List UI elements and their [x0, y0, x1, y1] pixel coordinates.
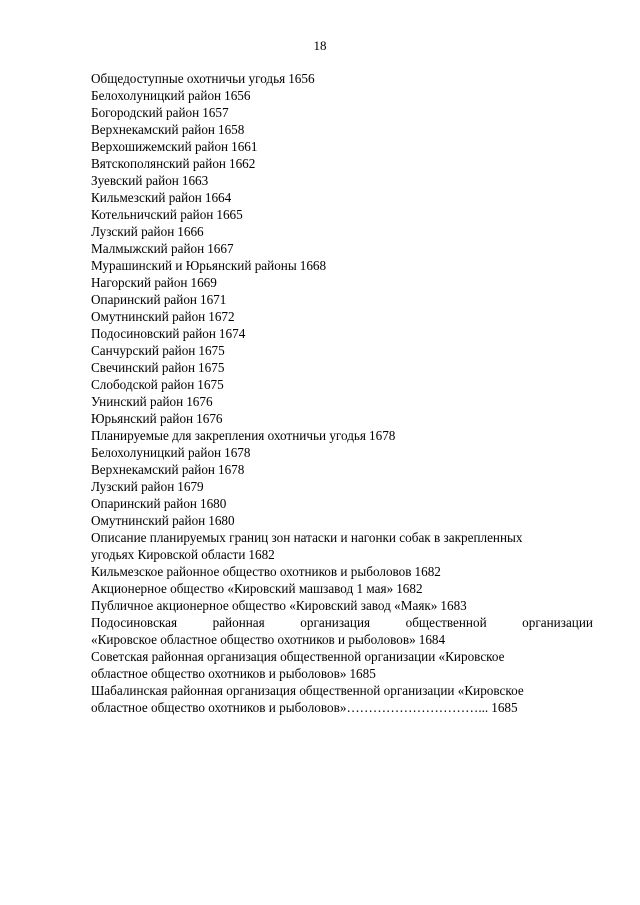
toc-entry-last-line: [91, 665, 593, 682]
toc-section-1: [91, 70, 593, 529]
toc-entry-multiline: [91, 529, 593, 563]
toc-entry-title: Унинский район: [91, 394, 184, 409]
toc-entry: [91, 104, 593, 121]
toc-entry: [91, 478, 593, 495]
toc-entry-title: Юрьянский район: [91, 411, 194, 426]
toc-entry-page: 1676: [185, 393, 593, 410]
toc-entry-title: областное общество охотников и рыболовов»…………………………...: [91, 700, 489, 715]
toc-entry: [91, 393, 593, 410]
toc-entry-title: Омутнинский район: [91, 513, 206, 528]
toc-entry-page: 1668: [299, 257, 593, 274]
toc-entry-page: 1680: [207, 512, 593, 529]
toc-entry-page: 1676: [195, 410, 593, 427]
toc-entry-word: районная: [212, 615, 265, 630]
toc-entry-page: 1678: [368, 427, 593, 444]
toc-entry-page: 1678: [217, 461, 593, 478]
toc-entry: [91, 444, 593, 461]
toc-entry: [91, 274, 593, 291]
toc-entry-word: организация: [300, 615, 371, 630]
toc-entry: [91, 240, 593, 257]
toc-entry-title: Вятскополянский район: [91, 156, 226, 171]
toc-entry: [91, 580, 593, 597]
toc-entry-title-line: [91, 614, 593, 631]
toc-entry-multiline: [91, 648, 593, 682]
toc-entry-page: 1683: [439, 597, 593, 614]
toc-entry: [91, 495, 593, 512]
toc-entry-multiline: [91, 614, 593, 648]
toc-entry: [91, 376, 593, 393]
toc-entry-title: Верхнекамский район: [91, 462, 215, 477]
toc-entry-title: Верхошижемский район: [91, 139, 229, 154]
toc-entry-title: Котельничский район: [91, 207, 214, 222]
toc-entry-title: Белохолуницкий район: [91, 445, 222, 460]
toc-entry: [91, 461, 593, 478]
toc-entry: [91, 291, 593, 308]
toc-entry: [91, 308, 593, 325]
toc-entry-page: 1682: [414, 563, 594, 580]
toc-entry-word: Подосиновская: [91, 615, 178, 630]
toc-entry: [91, 410, 593, 427]
toc-entry-title: Лузский район: [91, 479, 175, 494]
toc-entry-title: Опаринский район: [91, 496, 197, 511]
toc-section-2: [91, 529, 593, 563]
toc-entry-page: 1661: [230, 138, 593, 155]
toc-entry-title: Свечинский район: [91, 360, 196, 375]
toc-entry: [91, 172, 593, 189]
toc-entry-page: 1680: [199, 495, 593, 512]
toc-entry-title: Малмыжский район: [91, 241, 205, 256]
page-number: 18: [313, 38, 327, 53]
toc-entry-title: Лузский район: [91, 224, 175, 239]
toc-entry: [91, 206, 593, 223]
table-of-contents: [91, 70, 593, 716]
toc-entry-page: 1662: [228, 155, 593, 172]
toc-entry: [91, 138, 593, 155]
toc-entry-page: 1663: [181, 172, 593, 189]
toc-section-3: [91, 563, 593, 614]
toc-entry: [91, 223, 593, 240]
toc-entry-page: 1657: [201, 104, 593, 121]
toc-entry-page: 1672: [207, 308, 593, 325]
toc-entry-title: Белохолуницкий район: [91, 88, 222, 103]
toc-entry-page: 1684: [418, 631, 593, 648]
toc-entry-page: 1667: [206, 240, 593, 257]
toc-entry-title: «Кировское областное общество охотников и рыболовов»: [91, 632, 416, 647]
toc-entry-title: Акционерное общество «Кировский машзавод 1 мая»: [91, 581, 394, 596]
toc-entry-title: Слободской район: [91, 377, 195, 392]
toc-entry-title: Нагорский район: [91, 275, 188, 290]
toc-section-4: [91, 614, 593, 716]
toc-entry-title: Подосиновский район: [91, 326, 216, 341]
toc-entry: [91, 359, 593, 376]
toc-entry-page: 1665: [215, 206, 593, 223]
toc-entry: [91, 342, 593, 359]
toc-entry-title: Зуевский район: [91, 173, 179, 188]
toc-entry: [91, 325, 593, 342]
toc-entry-title: Верхнекамский район: [91, 122, 215, 137]
toc-entry-title: Кильмезский район: [91, 190, 202, 205]
toc-entry-title: Планируемые для закрепления охотничьи угодья: [91, 428, 366, 443]
toc-entry-page: 1664: [204, 189, 593, 206]
toc-entry-page: 1671: [199, 291, 593, 308]
toc-entry-title: Мурашинский и Юрьянский районы: [91, 258, 297, 273]
toc-entry: [91, 189, 593, 206]
toc-entry-last-line: [91, 699, 593, 716]
toc-entry-page: 1675: [196, 376, 593, 393]
toc-entry-title: Кильмезское районное общество охотников и рыболовов: [91, 564, 412, 579]
toc-entry-page: 1678: [223, 444, 593, 461]
toc-entry-title: областное общество охотников и рыболовов»: [91, 666, 347, 681]
toc-entry-page: 1669: [189, 274, 593, 291]
toc-entry-page: 1675: [197, 342, 593, 359]
toc-entry-word: организации: [522, 615, 593, 630]
toc-entry-title: угодьях Кировской области: [91, 547, 246, 562]
toc-entry: [91, 70, 593, 87]
toc-entry-page: 1682: [247, 546, 593, 563]
toc-entry-last-line: [91, 546, 593, 563]
toc-entry: [91, 563, 593, 580]
toc-entry-page: 1666: [176, 223, 593, 240]
toc-entry-page: 1679: [176, 478, 593, 495]
toc-entry-title: Санчурский район: [91, 343, 196, 358]
toc-entry-last-line: [91, 631, 593, 648]
toc-entry: [91, 597, 593, 614]
toc-entry-page: 1682: [395, 580, 593, 597]
toc-entry-page: 1656: [223, 87, 593, 104]
toc-entry-page: 1685: [348, 665, 593, 682]
toc-entry: [91, 155, 593, 172]
toc-entry-page: 1685: [490, 699, 593, 716]
toc-entry: [91, 512, 593, 529]
toc-entry-page: 1658: [217, 121, 593, 138]
toc-entry-page: 1675: [197, 359, 593, 376]
toc-entry-title: Опаринский район: [91, 292, 197, 307]
toc-entry-title-line: Описание планируемых границ зон натаски и нагонки собак в закрепленных: [91, 530, 523, 545]
toc-entry-multiline: [91, 682, 593, 716]
toc-entry-word: общественной: [405, 615, 487, 630]
toc-entry-title: Омутнинский район: [91, 309, 206, 324]
toc-entry: [91, 257, 593, 274]
toc-entry-title: Публичное акционерное общество «Кировский завод «Маяк»: [91, 598, 438, 613]
toc-entry-title: Общедоступные охотничьи угодья: [91, 71, 286, 86]
toc-entry-page: 1656: [287, 70, 593, 87]
toc-entry-page: 1674: [218, 325, 593, 342]
toc-entry-title-line: Шабалинская районная организация общественной организации «Кировское: [91, 683, 524, 698]
toc-entry-title: Богородский район: [91, 105, 200, 120]
toc-entry-title-line: Советская районная организация общественной организации «Кировское: [91, 649, 505, 664]
toc-entry: [91, 427, 593, 444]
toc-entry: [91, 87, 593, 104]
toc-entry: [91, 121, 593, 138]
